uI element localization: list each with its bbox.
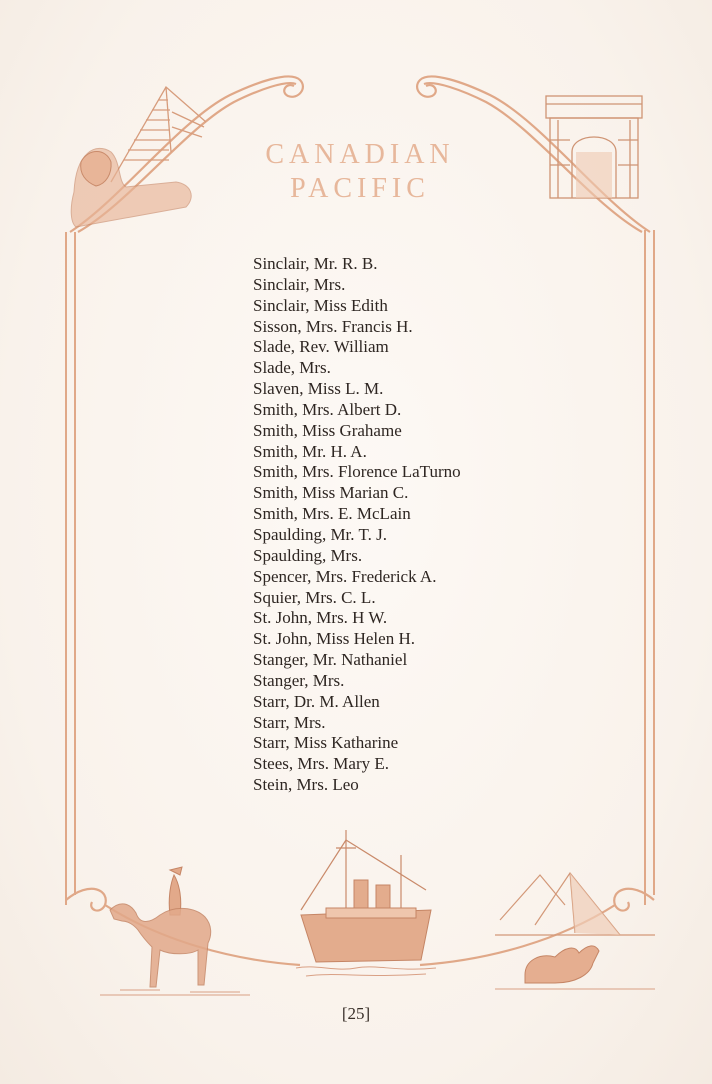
list-item: Smith, Mr. H. A. — [253, 441, 367, 461]
list-item: Sinclair, Mrs. — [253, 274, 346, 294]
list-item: St. John, Mrs. H W. — [253, 608, 388, 628]
list-item: Slade, Rev. William — [253, 337, 389, 357]
page-number: [25] — [341, 1004, 371, 1023]
list-item: Sinclair, Mr. R. B. — [253, 254, 378, 273]
list-item: Slaven, Miss L. M. — [253, 379, 384, 399]
list-item: Stanger, Mr. Nathaniel — [253, 650, 408, 670]
header-line-2: PACIFIC — [290, 173, 430, 204]
list-item: Spencer, Mrs. Frederick A. — [253, 566, 437, 586]
list-item: Sinclair, Miss Edith — [253, 295, 388, 315]
list-item: Sisson, Mrs. Francis H. — [253, 316, 413, 336]
page-header — [200, 138, 520, 206]
list-item: Starr, Dr. M. Allen — [253, 691, 380, 711]
list-item: Starr, Mrs. — [253, 712, 326, 732]
list-item: Smith, Mrs. Albert D. — [253, 399, 402, 419]
list-item: Starr, Miss Katharine — [253, 733, 399, 753]
list-item: Spaulding, Mrs. — [253, 545, 363, 565]
list-item: Stein, Mrs. Leo — [253, 775, 359, 795]
pyramids-camel-icon — [495, 865, 655, 995]
header-line-1: CANADIAN — [265, 139, 455, 170]
camel-rider-icon — [100, 855, 250, 1000]
list-item: Spaulding, Mr. T. J. — [253, 524, 387, 544]
list-item: Stees, Mrs. Mary E. — [253, 754, 389, 774]
list-item: Slade, Mrs. — [253, 358, 331, 378]
list-item: Smith, Mrs. E. McLain — [253, 504, 411, 524]
list-item: Smith, Miss Grahame — [253, 420, 402, 440]
list-item: Smith, Miss Marian C. — [253, 483, 409, 503]
list-item: Stanger, Mrs. — [253, 670, 345, 690]
sphinx-pyramid-icon — [66, 82, 206, 232]
passenger-list — [253, 254, 593, 796]
triumphal-arch-icon — [540, 90, 650, 210]
list-item: Squier, Mrs. C. L. — [253, 587, 376, 607]
list-item: Smith, Mrs. Florence LaTurno — [253, 462, 461, 482]
steamship-icon — [296, 830, 436, 980]
list-item: St. John, Miss Helen H. — [253, 629, 415, 649]
